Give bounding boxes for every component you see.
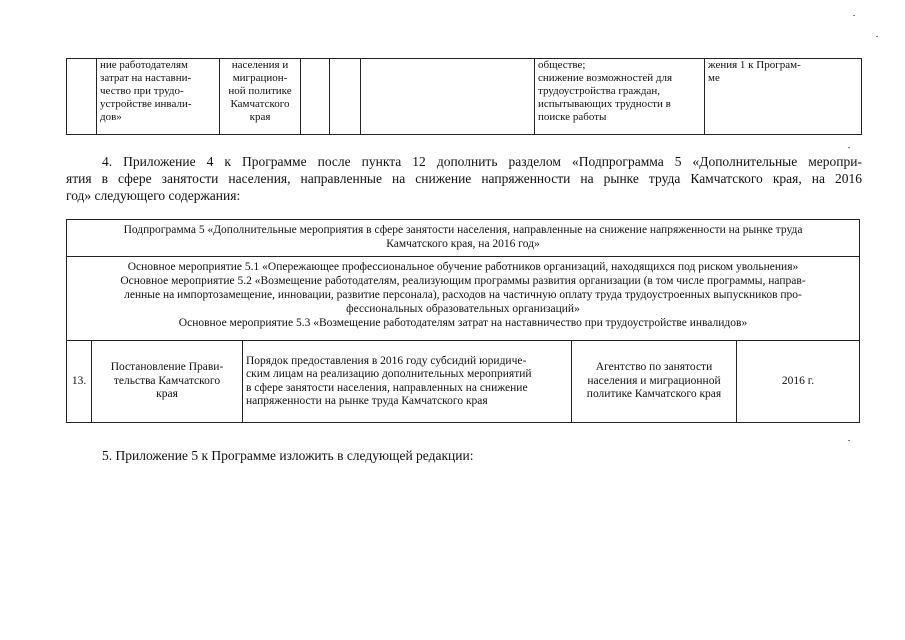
main-measure-5-1: Основное мероприятие 5.1 «Опережающее профессиональное обучение работников организаций, находящихся под риском увольнения» [127, 261, 799, 273]
main-measure-5-3: Основное мероприятие 5.3 «Возмещение работодателям затрат на наставничество при трудоустройстве инвалидов» [178, 317, 748, 329]
main-measure-5-2-cont: фессиональных образовательных организаций» [346, 303, 580, 315]
paragraph-4 [66, 153, 862, 204]
row-agency: Агентство по занятости населения и миграционной политике Камчатского края [572, 341, 737, 423]
row-year: 2016 г. [737, 341, 860, 423]
row-description: Порядок предоставления в 2016 году субсидий юридиче- ским лицам на реализацию дополнительных мероприятий в сфере занятости населения, направленных на снижение напряженности на рынке труда Камчатского края [243, 341, 572, 423]
main-measures-list [67, 257, 860, 341]
top-empty-cell [330, 59, 361, 135]
scan-speck [876, 36, 878, 37]
top-empty-cell [301, 59, 330, 135]
top-cell-measure: ние работодателям затрат на наставни- чество при трудо- устройстве инвали- дов» [97, 59, 220, 135]
main-measure-5-2: Основное мероприятие 5.2 «Возмещение работодателям, реализующим программы развития организации (в том числе программы, направ- [120, 275, 806, 287]
top-cell-link: жения 1 к Програм- ме [705, 59, 862, 135]
paragraph-4-line: 4. Приложение 4 к Программе после пункта 12 дополнить разделом «Подпрограмма 5 «Дополнительные меропри- [102, 154, 862, 169]
scan-speck [848, 147, 850, 148]
top-empty-cell [67, 59, 97, 135]
paragraph-4-line: ятия в сфере занятости населения, направленные на снижение напряженности на рынке труда Камчатского края, на 2016 [66, 171, 862, 186]
subprogram-table [66, 219, 860, 423]
top-table-fragment [66, 58, 862, 135]
top-empty-cell [361, 59, 535, 135]
main-measure-5-2-cont: ленные на импортозамещение, инновации, развитие персонала), расходов на частичную оплату труда трудоустроенных выпускников про- [124, 289, 802, 301]
top-cell-consequences: обществе; снижение возможностей для трудоустройства граждан, испытывающих трудности в поиске работы [535, 59, 705, 135]
top-cell-executor: населения и миграцион- ной политике Камчатского края [220, 59, 301, 135]
paragraph-5: 5. Приложение 5 к Программе изложить в следующей редакции: [102, 448, 474, 463]
paragraph-4-line: год» следующего содержания: [66, 188, 241, 203]
row-number: 13. [67, 341, 92, 423]
scan-speck [853, 15, 855, 16]
scan-speck [848, 440, 850, 441]
subprogram-header: Подпрограмма 5 «Дополнительные мероприятия в сфере занятости населения, направленные на снижение напряженности на рынке труда Камчатского края, на 2016 год» [67, 220, 860, 257]
row-document: Постановление Прави- тельства Камчатского края [92, 341, 243, 423]
